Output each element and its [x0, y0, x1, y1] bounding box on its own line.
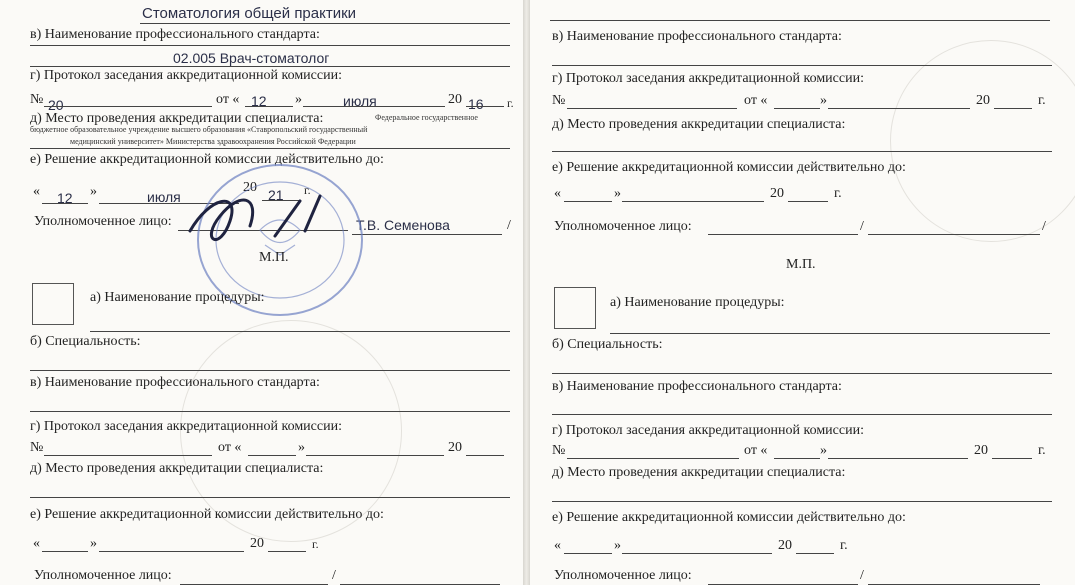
- r-year-line-2: [992, 458, 1032, 459]
- year-line-2: [466, 455, 504, 456]
- r-valid-open-quote-2: «: [554, 538, 561, 553]
- close-quote: »: [295, 92, 302, 107]
- year-prefix-2: 20: [448, 440, 462, 455]
- r-place-line-2: [552, 501, 1052, 502]
- num-sign-2: №: [30, 440, 44, 455]
- month-line: [303, 106, 445, 107]
- standard-label: в) Наименование профессионального стандарта:: [30, 27, 320, 42]
- r-year-prefix: 20: [976, 93, 990, 108]
- r-valid-label: е) Решение аккредитационной комиссии действительно до:: [552, 160, 906, 175]
- left-page: [0, 0, 523, 585]
- r-month-line-2: [828, 458, 968, 459]
- close-quote-2: »: [298, 440, 305, 455]
- valid-label: е) Решение аккредитационной комиссии действительно до:: [30, 152, 384, 167]
- r-standard-label: в) Наименование профессионального стандарта:: [552, 29, 842, 44]
- standard-line-2: [30, 411, 510, 412]
- r-procedure-checkbox[interactable]: [554, 287, 596, 329]
- place-value-line-3: медицинский университет» Министерства здравоохранения Российской Федерации: [70, 137, 356, 146]
- standard-label-2: в) Наименование профессионального стандарта:: [30, 375, 320, 390]
- standard-value: 02.005 Врач-стоматолог: [173, 50, 330, 66]
- r-authorized-label: Уполномоченное лицо:: [554, 219, 692, 234]
- r-valid-year-suffix-2: г.: [840, 538, 848, 553]
- r-top-line: [550, 20, 1050, 21]
- r-valid-day-line-2: [564, 553, 612, 554]
- r-from-label-2: от «: [744, 443, 768, 458]
- num-line: [44, 106, 212, 107]
- r-protocol-label-2: г) Протокол заседания аккредитационной комиссии:: [552, 423, 864, 438]
- valid-year-prefix-2: 20: [250, 536, 264, 551]
- signature-scribble-icon: [180, 186, 340, 246]
- r-place-label: д) Место проведения аккредитации специалиста:: [552, 117, 846, 132]
- procedure-label-2: а) Наименование процедуры:: [90, 290, 265, 305]
- valid-year-line-2: [268, 551, 306, 552]
- slash-2: /: [332, 568, 336, 583]
- r-year-line: [994, 108, 1032, 109]
- r-standard-line-2: [552, 414, 1052, 415]
- r-day-line-2: [774, 458, 820, 459]
- place-value-line-1: Федеральное государственное: [375, 113, 478, 122]
- r-procedure-label-2: а) Наименование процедуры:: [610, 295, 785, 310]
- valid-year-suffix: г.: [304, 183, 311, 197]
- day-line-2: [248, 455, 296, 456]
- r-valid-month-line: [622, 201, 764, 202]
- r-year-suffix-2: г.: [1038, 443, 1046, 458]
- num-value: 20: [48, 97, 64, 113]
- r-valid-label-2: е) Решение аккредитационной комиссии действительно до:: [552, 510, 906, 525]
- r-valid-open-quote: «: [554, 186, 561, 201]
- from-label-2: от «: [218, 440, 242, 455]
- specialty-label-2: б) Специальность:: [30, 334, 141, 349]
- r-valid-month-line-2: [622, 553, 772, 554]
- r-close-quote-2: »: [820, 443, 827, 458]
- r-standard-line: [552, 65, 1052, 66]
- r-slash: /: [860, 219, 864, 234]
- r-num-line-2: [567, 458, 739, 459]
- r-num-sign-2: №: [552, 443, 566, 458]
- num-sign: №: [30, 92, 44, 107]
- place-label-2: д) Место проведения аккредитации специалиста:: [30, 461, 324, 476]
- specialty-value: Стоматология общей практики: [142, 5, 357, 22]
- r-valid-year-line: [788, 201, 828, 202]
- book-spine: [523, 0, 530, 585]
- r-seal-label: М.П.: [786, 257, 816, 272]
- r-slash-end: /: [1042, 219, 1046, 234]
- valid-day-line-2: [42, 551, 88, 552]
- r-from-label: от «: [744, 93, 768, 108]
- valid-month-line-2: [99, 551, 244, 552]
- year-line: [466, 106, 504, 107]
- valid-year-prefix: 20: [243, 180, 257, 195]
- place-line-2: [30, 497, 510, 498]
- year-prefix: 20: [448, 92, 462, 107]
- place-label: д) Место проведения аккредитации специалиста:: [30, 111, 324, 126]
- procedure-checkbox[interactable]: [32, 283, 74, 325]
- authorized-label: Уполномоченное лицо:: [34, 214, 172, 229]
- valid-year-suffix-2: г.: [312, 537, 319, 551]
- from-label: от «: [216, 92, 240, 107]
- authorized-name: Т.В. Семенова: [356, 217, 450, 233]
- r-protocol-label: г) Протокол заседания аккредитационной комиссии:: [552, 71, 864, 86]
- r-standard-label-2: в) Наименование профессионального стандарта:: [552, 379, 842, 394]
- slash: /: [507, 218, 511, 233]
- r-name-line: [868, 234, 1040, 235]
- r-specialty-label-2: б) Специальность:: [552, 337, 663, 352]
- r-valid-year-suffix: г.: [834, 186, 842, 201]
- specialty-underline: [140, 23, 510, 24]
- r-authorized-label-2: Уполномоченное лицо:: [554, 568, 692, 583]
- year-suffix: г.: [507, 96, 514, 110]
- r-valid-close-quote: »: [614, 186, 621, 201]
- r-num-sign: №: [552, 93, 566, 108]
- valid-open-quote: «: [33, 184, 40, 199]
- r-slash-2: /: [860, 568, 864, 583]
- procedure-line-2: [90, 331, 510, 332]
- seal-label: М.П.: [259, 250, 289, 265]
- year-value: 16: [468, 96, 484, 112]
- day-value: 12: [251, 93, 267, 109]
- valid-close-quote: »: [90, 184, 97, 199]
- r-num-line: [567, 108, 737, 109]
- r-day-line: [774, 108, 820, 109]
- valid-label-2: е) Решение аккредитационной комиссии действительно до:: [30, 507, 384, 522]
- valid-open-quote-2: «: [33, 536, 40, 551]
- standard-line: [30, 45, 510, 46]
- r-procedure-line-2: [610, 333, 1050, 334]
- r-valid-day-line: [564, 201, 612, 202]
- month-value: июля: [343, 93, 377, 109]
- valid-day-line: [42, 203, 88, 204]
- r-valid-year-line-2: [796, 553, 834, 554]
- watermark-emblem-right: [890, 40, 1075, 242]
- r-year-suffix: г.: [1038, 93, 1046, 108]
- specialty-line-2: [30, 370, 510, 371]
- r-year-prefix-2: 20: [974, 443, 988, 458]
- valid-close-quote-2: »: [90, 536, 97, 551]
- r-valid-year-prefix: 20: [770, 186, 784, 201]
- num-line-2: [44, 455, 212, 456]
- r-place-line: [552, 151, 1052, 152]
- valid-year: 21: [268, 187, 284, 203]
- protocol-label: г) Протокол заседания аккредитационной комиссии:: [30, 68, 342, 83]
- r-month-line: [828, 108, 970, 109]
- day-line: [245, 106, 293, 107]
- standard-value-line: [30, 66, 510, 67]
- r-valid-year-prefix-2: 20: [778, 538, 792, 553]
- place-line: [30, 148, 510, 149]
- place-value-line-2: бюджетное образовательное учреждение высшего образования «Ставропольский государственный: [30, 125, 368, 134]
- valid-day: 12: [57, 190, 73, 206]
- r-place-label-2: д) Место проведения аккредитации специалиста:: [552, 465, 846, 480]
- r-signature-line: [708, 234, 858, 235]
- month-line-2: [306, 455, 444, 456]
- authorized-label-2: Уполномоченное лицо:: [34, 568, 172, 583]
- valid-month: июля: [147, 189, 181, 205]
- r-specialty-line-2: [552, 373, 1052, 374]
- r-close-quote: »: [820, 93, 827, 108]
- right-page: [530, 0, 1075, 585]
- protocol-label-2: г) Протокол заседания аккредитационной комиссии:: [30, 419, 342, 434]
- r-valid-close-quote-2: »: [614, 538, 621, 553]
- name-line: [352, 234, 502, 235]
